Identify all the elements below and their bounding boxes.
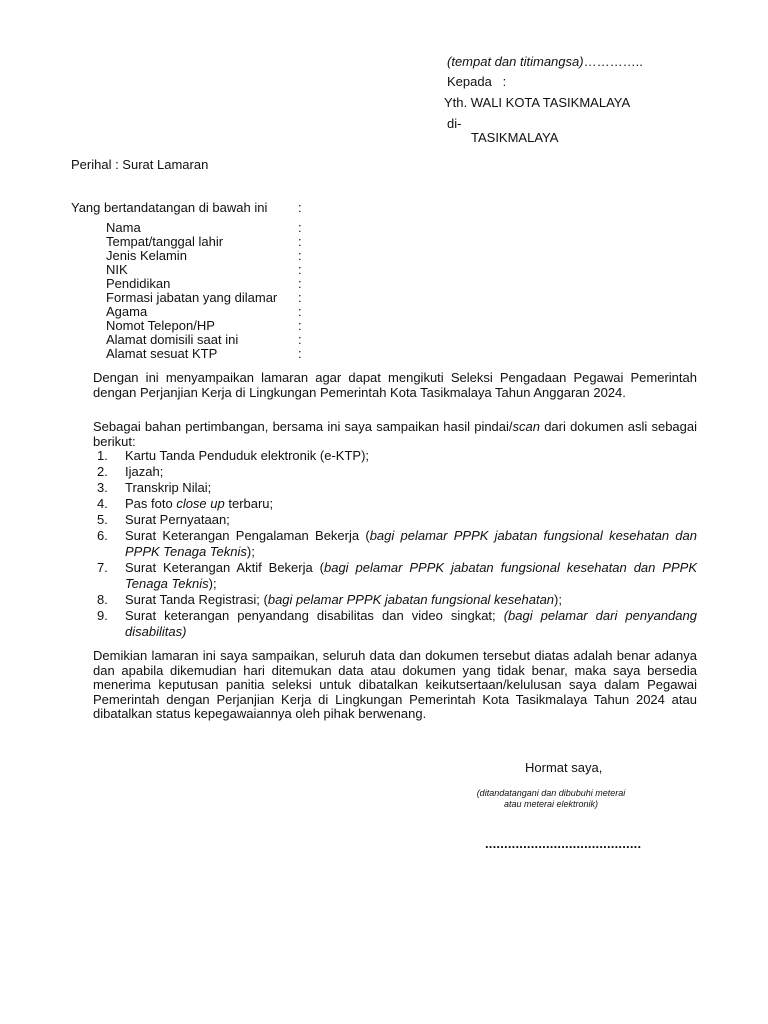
list-text: Surat keterangan penyandang disabilitas dan video singkat; — [125, 608, 504, 623]
field-colon: : — [298, 290, 302, 305]
city-line: TASIKMALAYA — [471, 130, 559, 145]
documents-intro-italic: scan — [512, 419, 540, 434]
di-line: di- — [447, 116, 462, 131]
place-date-dots: ………….. — [583, 54, 643, 69]
list-number: 4. — [97, 496, 108, 511]
field-label: Tempat/tanggal lahir — [106, 234, 224, 249]
field-colon: : — [298, 262, 302, 277]
field-colon: : — [298, 234, 302, 249]
list-number: 7. — [97, 560, 108, 575]
field-row — [106, 248, 302, 263]
list-italic: bagi pelamar PPPK jabatan fungsional kesehatan dan PPPK Tenaga Teknis — [125, 560, 697, 591]
list-tail: terbaru; — [224, 496, 274, 511]
documents-intro-paragraph — [93, 420, 697, 449]
place-date-line — [447, 54, 643, 70]
documents-intro-tail: dari dokumen asli sebagai berikut: — [93, 419, 697, 449]
field-label: Pendidikan — [106, 276, 171, 291]
list-tail: ); — [246, 544, 255, 559]
list-item — [93, 496, 697, 512]
list-item — [93, 528, 697, 560]
intro-label: Yang bertandatangan di bawah ini — [71, 200, 268, 215]
list-number: 3. — [97, 480, 108, 495]
field-row — [106, 332, 302, 347]
list-number: 1. — [97, 448, 108, 463]
list-number: 8. — [97, 592, 108, 607]
place-date-label: (tempat dan titimangsa) — [447, 54, 584, 69]
kepada-line: Kepada : — [447, 74, 507, 89]
field-label: Nomot Telepon/HP — [106, 318, 215, 333]
field-row — [106, 220, 302, 235]
list-item — [93, 448, 697, 464]
list-item — [93, 560, 697, 592]
list-text: Surat Keterangan Aktif Bekerja ( — [125, 560, 324, 575]
field-label: Alamat sesuat KTP — [106, 346, 218, 361]
subject-line: Perihal : Surat Lamaran — [71, 157, 209, 172]
field-colon: : — [298, 248, 302, 263]
field-colon: : — [298, 304, 302, 319]
list-text: Surat Tanda Registrasi; ( — [125, 592, 268, 607]
list-item — [93, 480, 697, 496]
list-item — [93, 512, 697, 528]
field-label: Alamat domisili saat ini — [106, 332, 239, 347]
stamp-note-line2: atau meterai elektronik) — [503, 799, 599, 809]
list-text: Pas foto — [125, 496, 177, 511]
field-label: Formasi jabatan yang dilamar — [106, 290, 278, 305]
field-label: NIK — [106, 262, 128, 277]
field-row — [106, 304, 302, 319]
field-label: Jenis Kelamin — [106, 248, 187, 263]
stamp-note — [466, 788, 636, 810]
signature-dots: ......................................... — [485, 836, 642, 851]
list-number: 2. — [97, 464, 108, 479]
field-colon: : — [298, 318, 302, 333]
field-colon: : — [298, 346, 302, 361]
recipient-line: Yth. WALI KOTA TASIKMALAYA — [444, 95, 631, 110]
list-text: Transkrip Nilai; — [125, 480, 212, 495]
list-item — [93, 464, 697, 480]
intro-colon: : — [298, 200, 302, 215]
regards-line: Hormat saya, — [525, 760, 603, 775]
list-italic: bagi pelamar PPPK jabatan fungsional kesehatan — [267, 592, 555, 607]
list-number: 5. — [97, 512, 108, 527]
list-tail: ); — [554, 592, 562, 607]
field-colon: : — [298, 276, 302, 291]
list-text: Kartu Tanda Penduduk elektronik (e-KTP); — [125, 448, 370, 463]
field-label: Agama — [106, 304, 148, 319]
identity-fields — [106, 220, 302, 361]
list-italic: close up — [176, 496, 225, 511]
list-tail: ); — [208, 576, 217, 591]
list-italic: bagi pelamar PPPK jabatan fungsional kesehatan dan PPPK Tenaga Teknis — [125, 528, 697, 559]
list-number: 6. — [97, 528, 108, 543]
field-colon: : — [298, 332, 302, 347]
application-paragraph: Dengan ini menyampaikan lamaran agar dapat mengikuti Seleksi Pengadaan Pegawai Pemerintah dengan Perjanjian Kerja di Lingkungan Pemerintah Kota Tasikmalaya Tahun Anggaran 2024. — [93, 370, 697, 400]
stamp-note-line1: (ditandatangani dan dibubuhi meterai — [476, 788, 626, 798]
field-label: Nama — [106, 220, 141, 235]
list-item — [93, 592, 697, 608]
field-row — [106, 276, 302, 291]
list-text: Surat Pernyataan; — [125, 512, 230, 527]
field-row — [106, 234, 302, 249]
field-colon: : — [298, 220, 302, 235]
field-row — [106, 346, 302, 361]
field-row — [106, 318, 302, 333]
field-row — [106, 290, 302, 305]
list-text: Ijazah; — [125, 464, 164, 479]
list-text: Surat Keterangan Pengalaman Bekerja ( — [125, 528, 370, 543]
list-item — [93, 608, 697, 640]
documents-intro-text: Sebagai bahan pertimbangan, bersama ini saya sampaikan hasil pindai/ — [93, 419, 513, 434]
list-italic: (bagi pelamar dari penyandang disabilitas) — [125, 608, 697, 639]
document-list — [93, 448, 697, 640]
list-number: 9. — [97, 608, 108, 623]
closing-paragraph: Demikian lamaran ini saya sampaikan, seluruh data dan dokumen tersebut diatas adalah benar adanya dan apabila dikemudian hari ditemukan data atau dokumen yang tidak benar, maka saya bersedia menerima keputusan panitia seleksi untuk dibatalkan keikutsertaan/kelulusan saya dalam Pegawai Pemerintah dengan Perjanjian Kerja di Lingkungan Pemerintah Kota Tasikmalaya Tahun 2024 atau dibatalkan status kepegawaiannya oleh pihak berwenang. — [93, 648, 697, 721]
field-row — [106, 262, 302, 277]
